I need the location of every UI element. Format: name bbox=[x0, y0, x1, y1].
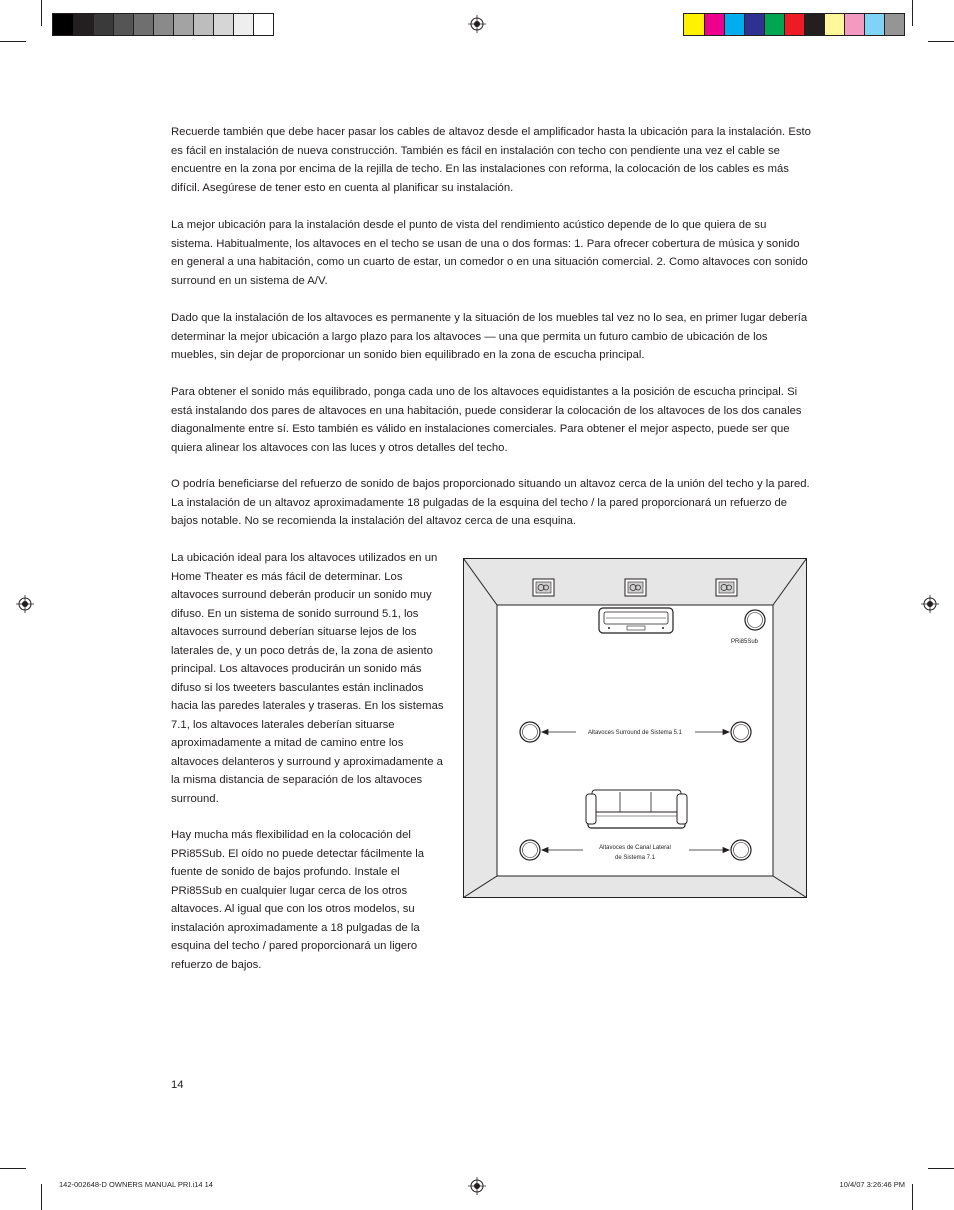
surround-label: Altavoces Surround de Sistema 5.1 bbox=[587, 730, 683, 736]
color-swatch bbox=[233, 14, 253, 35]
color-swatch bbox=[884, 14, 904, 35]
side-label-line-1: Altavoces de Canal Lateral bbox=[599, 845, 671, 851]
front-left-speaker-icon bbox=[533, 579, 554, 596]
crop-mark bbox=[0, 1168, 26, 1169]
crop-mark bbox=[41, 0, 42, 26]
side-left-speaker-icon bbox=[520, 840, 540, 860]
paragraph-home-theater: La ubicación ideal para los altavoces utilizados en un Home Theater es más fácil de determinar. Los altavoces surround deberán producir un sonido muy difuso. En un sistema de sonido surround 5.1, los altavoces surround deberían situarse lejos de los laterales de, y un poco detrás de, la zona de asiento principal. Los altavoces producirán un sonido más difuso si los tweeters basculantes están inclinados hacia las paredes laterales y traseras. En los sistemas 7.1, los altavoces laterales deberían situarse aproximadamente a mitad de camino entre los altavoces delanteros y surround y aproximadamente a la misma distancia de separación de los altavoces surround. bbox=[171, 552, 444, 805]
color-swatch bbox=[784, 14, 804, 35]
paragraph-best-location: La mejor ubicación para la instalación desde el punto de vista del rendimiento acústico depende de lo que quiera de su sistema. Habitualmente, los altavoces en el techo se usan de una o dos formas: 1. Para ofrecer cobertura de música y sonido en general a una habitación, como un cuarto de estar, un comedor o en una situación comercial. 2. Como altavoces con sonido surround en un sistema de A/V. bbox=[171, 219, 808, 287]
sofa-icon bbox=[586, 790, 687, 828]
color-swatch bbox=[253, 14, 273, 35]
television-icon bbox=[599, 608, 673, 633]
registration-mark-icon bbox=[16, 595, 34, 613]
subwoofer-label: PRi85Sub bbox=[731, 639, 759, 645]
color-swatch bbox=[764, 14, 784, 35]
grayscale-color-bar bbox=[52, 13, 274, 36]
color-swatch bbox=[724, 14, 744, 35]
color-swatch bbox=[173, 14, 193, 35]
color-swatch bbox=[193, 14, 213, 35]
color-swatch bbox=[844, 14, 864, 35]
color-swatch bbox=[113, 14, 133, 35]
paragraph-cable-routing: Recuerde también que debe hacer pasar los cables de altavoz desde el amplificador hasta la ubicación para la instalación. Esto es fácil en instalación de nueva construcción. También es fácil en instalación con techo con pendiente una vez el cable se encuentre en la zona por encima de la rejilla de techo. En las instalaciones con reforma, la colocación de los cables es más difícil. Asegúrese de tener esto en cuenta al planificar su instalación. bbox=[171, 126, 811, 194]
side-label-line-2: de Sistema 7.1 bbox=[614, 855, 656, 861]
color-swatch bbox=[744, 14, 764, 35]
subwoofer-icon bbox=[745, 610, 765, 630]
crop-mark bbox=[41, 1184, 42, 1210]
surround-left-speaker-icon bbox=[520, 722, 540, 742]
paragraph-subwoofer: Hay mucha más flexibilidad en la colocación del PRi85Sub. El oído no puede detectar fácilmente la fuente de sonido de bajos profundo. Instale el PRi85Sub en cualquier lugar cerca de los otros altavoces. Al igual que con los otros modelos, su instalación aproximadamente a 18 pulgadas de la esquina del techo / pared proporcionará un ligero refuerzo de bajos. bbox=[171, 829, 425, 971]
paragraph-permanent-install: Dado que la instalación de los altavoces es permanente y la situación de los muebles tal vez no lo sea, en primer lugar debería determinar la mejor ubicación a largo plazo para los altavoces — una que permita un futuro cambio de ubicación de los muebles, sin dejar de proporcionar un sonido bien equilibrado en la zona de escucha principal. bbox=[171, 312, 808, 361]
center-speaker-icon bbox=[625, 579, 646, 596]
color-swatch bbox=[133, 14, 153, 35]
page-number: 14 bbox=[171, 1079, 184, 1091]
crop-mark bbox=[912, 0, 913, 26]
color-swatch bbox=[93, 14, 113, 35]
footer-timestamp: 10/4/07 3:26:46 PM bbox=[839, 1180, 905, 1189]
crop-mark bbox=[928, 41, 954, 42]
color-swatch bbox=[864, 14, 884, 35]
surround-right-speaker-icon bbox=[731, 722, 751, 742]
registration-mark-icon bbox=[921, 595, 939, 613]
color-swatch bbox=[213, 14, 233, 35]
room-layout-diagram bbox=[463, 558, 808, 899]
registration-mark-icon bbox=[468, 1177, 486, 1195]
front-right-speaker-icon bbox=[716, 579, 737, 596]
color-swatch bbox=[684, 14, 704, 35]
color-swatch bbox=[153, 14, 173, 35]
color-swatch bbox=[704, 14, 724, 35]
crop-mark bbox=[912, 1184, 913, 1210]
side-right-speaker-icon bbox=[731, 840, 751, 860]
color-swatch bbox=[73, 14, 93, 35]
registration-mark-icon bbox=[468, 15, 486, 33]
paragraph-balanced-sound: Para obtener el sonido más equilibrado, ponga cada uno de los altavoces equidistantes a la posición de escucha principal. Si está instalando dos pares de altavoces en una habitación, puede considerar la colocación de los altavoces de los dos canales diagonalmente entre sí. Esto también es válido en instalaciones comerciales. Para obtener el mejor aspecto, puede ser que quiera alinear los altavoces con las luces y otros detalles del techo. bbox=[171, 386, 802, 454]
paragraph-bass-reinforcement: O podría beneficiarse del refuerzo de sonido de bajos proporcionado situando un altavoz cerca de la unión del techo y la pared. La instalación de un altavoz aproximadamente 18 pulgadas de la esquina del techo / la pared proporcionará un refuerzo de bajos notable. No se recomienda la instalación del altavoz cerca de una esquina. bbox=[171, 478, 810, 527]
process-color-bar bbox=[683, 13, 905, 36]
crop-mark bbox=[0, 41, 26, 42]
color-swatch bbox=[824, 14, 844, 35]
footer-file-info: 142-002648-D OWNERS MANUAL PRI.i14 14 bbox=[59, 1180, 213, 1189]
color-swatch bbox=[804, 14, 824, 35]
color-swatch bbox=[53, 14, 73, 35]
crop-mark bbox=[928, 1168, 954, 1169]
